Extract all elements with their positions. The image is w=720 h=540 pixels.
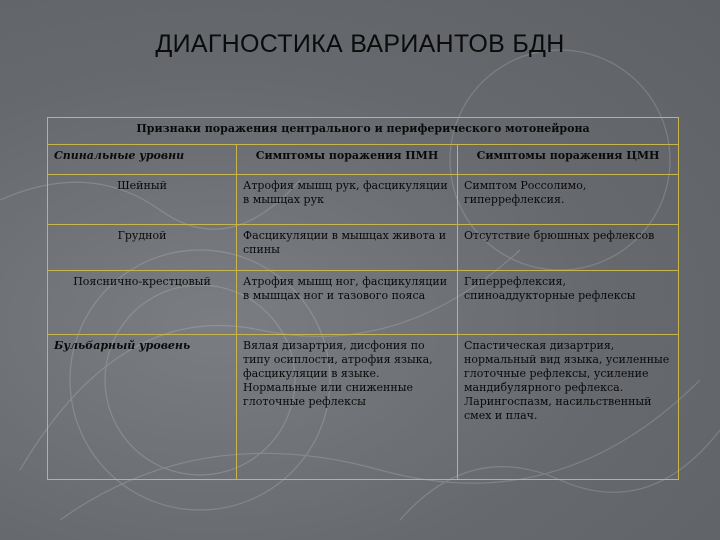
row-level: Бульбарный уровень [48,335,237,480]
header-cmn: Симптомы поражения ЦМН [458,145,679,175]
table-row [48,335,679,480]
row-cmn: Спастическая дизартрия, нормальный вид языка, усиленные глоточные рефлексы, усиление мандибулярного рефлекса. Ларингоспазм, насильственный смех и плач. [458,335,679,480]
table-caption: Признаки поражения центрального и периферического мотонейрона [48,118,679,145]
row-pmn: Фасцикуляции в мышцах живота и спины [237,225,458,271]
header-pmn: Симптомы поражения ПМН [237,145,458,175]
row-cmn: Симптом Россолимо, гиперрефлексия. [458,175,679,225]
row-level: Шейный [48,175,237,225]
table-row [48,225,679,271]
row-level: Пояснично-крестцовый [48,271,237,335]
row-pmn: Атрофия мышц ног, фасцикуляции в мышцах ног и тазового пояса [237,271,458,335]
slide-title: ДИАГНОСТИКА ВАРИАНТОВ БДН [155,30,565,58]
row-cmn: Отсутствие брюшных рефлексов [458,225,679,271]
table-row [48,271,679,335]
header-levels: Спинальные уровни [48,145,237,175]
table-row [48,175,679,225]
row-pmn: Атрофия мышц рук, фасцикуляции в мышцах рук [237,175,458,225]
row-cmn: Гиперрефлексия, спиноаддукторные рефлексы [458,271,679,335]
row-pmn: Вялая дизартрия, дисфония по типу осиплости, атрофия языка, фасцикуляции в языке. Нормальные или сниженные глоточные рефлексы [237,335,458,480]
diagnostics-table [47,117,679,480]
row-level: Грудной [48,225,237,271]
